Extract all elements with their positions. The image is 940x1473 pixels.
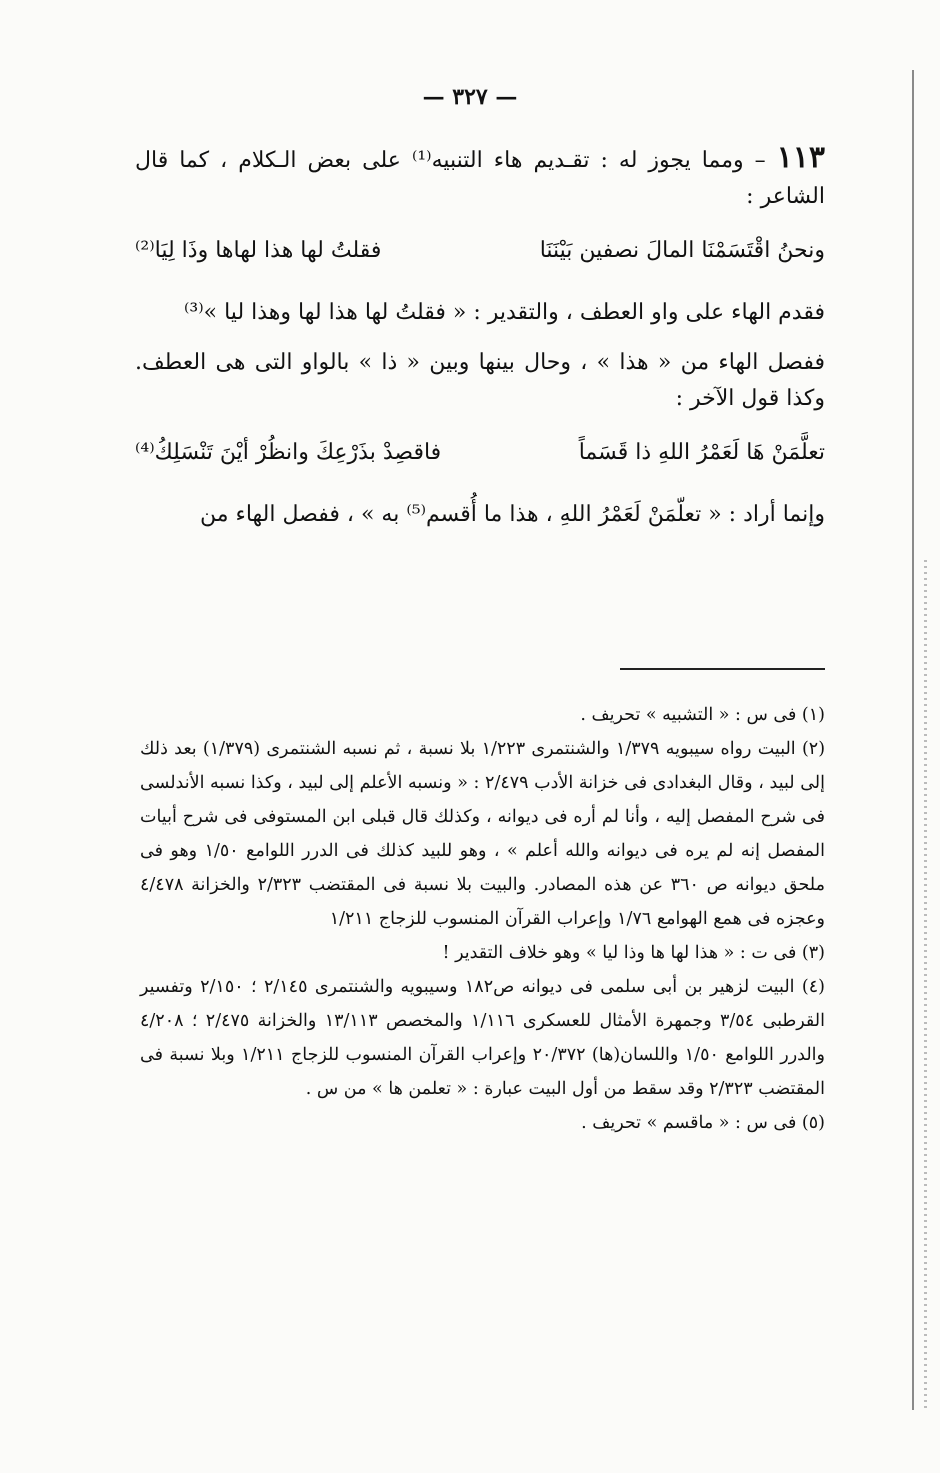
verse-2 [135,435,825,471]
verse-2-second-hemistich: فاقصِدْ بذَرْعِكَ وانظُرْ أيْنَ تَنْسَلِكُ⁽⁴⁾ [135,440,442,465]
verse-1-first-hemistich: ونحنُ اقْتَسَمْنَا المالَ نصفين بَيْنَنَا [539,238,825,263]
paragraph-4: وإنما أراد : « تعلّمَنْ لَعَمْرُ اللهِ ، هذا ما أُقسم⁽⁵⁾ به » ، ففصل الهاء من [199,502,825,527]
footnote-4: (٤) البيت لزهير بن أبى سلمى فى ديوانه ص١٨٢ وسيبويه والشنتمرى ٢/١٤٥ ؛ ٢/١٥٠ وتفسير القرطبى ٣/٥٤ وجمهرة الأمثال للعسكرى ١/١١٦ والمخصص ١٣/١١٣ والخزانة ٢/٤٧٥ ؛ ٤/٢٠٨ والدرر اللوامع ١/٥٠ واللسان(ها) ٢٠/٣٧٢ وإعراب القرآن المنسوب للزجاج ١/٢١١ وبلا نسبة فى المقتضب ٢/٣٢٣ وقد سقط من أول البيت عبارة : « تعلمن ها » من س . [140,977,825,1099]
verse-2-first-hemistich: تعلَّمَنْ هَا لَعَمْرُ اللهِ ذا قَسَماً [578,440,825,465]
footnotes [140,698,825,1140]
footnote-1: (١) فى س : « التشبيه » تحريف . [580,705,825,725]
footnote-5: (٥) فى س : « ماقسم » تحريف . [581,1113,825,1133]
page-edge-marks [924,560,927,1410]
paragraph-2: فقدم الهاء على واو العطف ، والتقدير : « فقلتُ لها هذا لها وهذا ليا »⁽³⁾ [184,300,825,325]
page-edge-line [912,70,914,1410]
paragraph-113 [135,140,825,215]
footnote-separator [620,668,825,670]
page-number: — ٣٢٧ — [422,84,518,110]
footnote-2: (٢) البيت رواه سيبويه ١/٣٧٩ والشنتمرى ١/٢٢٣ بلا نسبة ، ثم نسبه الشنتمرى (١/٣٧٩) بعد ذلك إلى لبيد ، وقال البغدادى فى خزانة الأدب ٢/٤٧٩ : « ونسبه الأعلم إلى لبيد ، وكذا نسبه الأندلسى فى شرح المفصل إليه ، وأنا لم أره فى ديوانه ، وكذلك قال قبلى ابن المستوفى فى شرح أبيات المفصل إنه لم يره فى ديوانه والله أعلم » ، وهو للبيد كذلك فى الدرر اللوامع ١/٥٠ وهو فى ملحق ديوانه ص ٣٦٠ عن هذه المصادر. والبيت بلا نسبة فى المقتضب ٢/٣٢٣ والخزانة ٤/٤٧٨ وعجزه فى همع الهوامع ١/٧٦ وإعراب القرآن المنسوب للزجاج ١/٢١١ [140,739,826,929]
main-text [135,140,825,547]
verse-1-second-hemistich: فقلتُ لها هذا لهاها وذَا لِيَا⁽²⁾ [135,238,382,263]
paragraph-113-text: – ومما يجوز له : تقـديم هاء التنبيه⁽¹⁾ على بعض الـكلام ، كما قال الشاعر : [135,148,825,209]
verse-1 [135,233,825,269]
footnote-3: (٣) فى ت : « هذا لها ها وذا ليا » وهو خلاف التقدير ! [442,943,825,963]
paragraph-3: ففصل الهاء من « هذا » ، وحال بينها وبين « ذا » بالواو التى هى العطف. وكذا قول الآخر : [135,350,825,411]
section-number: ١١٣ [776,140,825,175]
